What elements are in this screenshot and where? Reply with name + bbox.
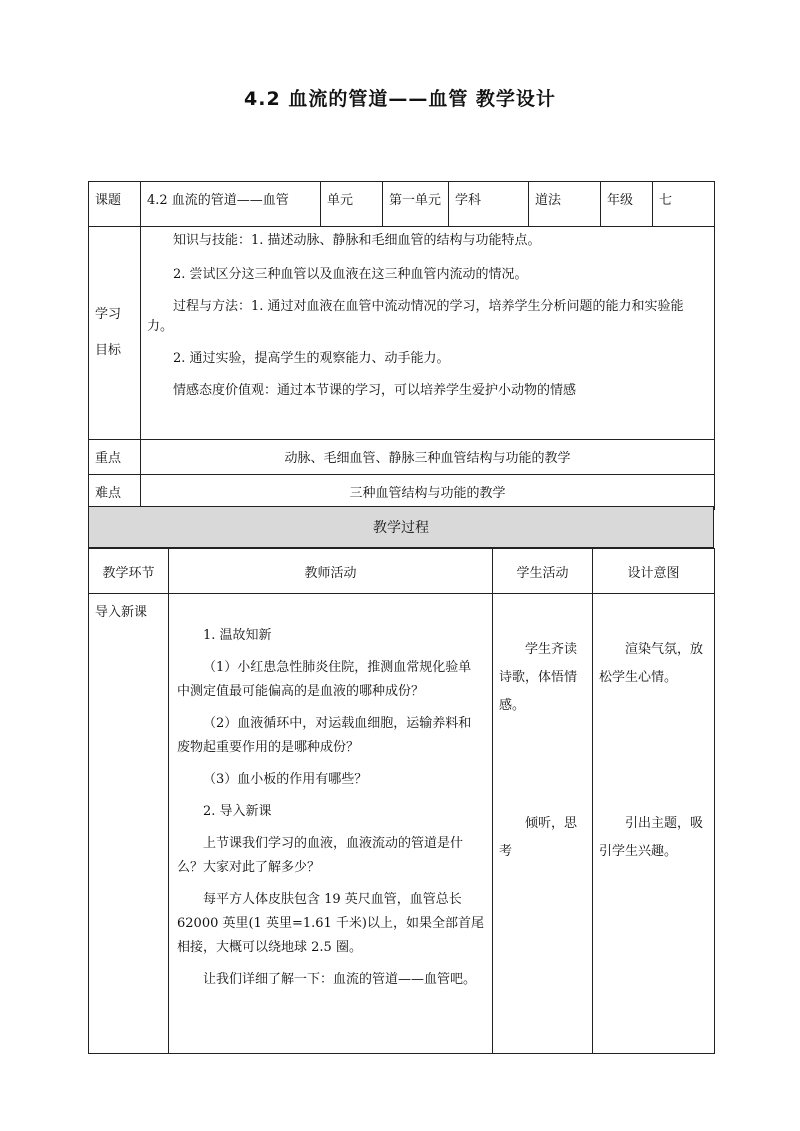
objectives-content xyxy=(141,227,715,440)
info-table xyxy=(88,181,715,510)
difficulty-row xyxy=(89,475,715,510)
student-activity xyxy=(493,594,593,1054)
label-unit: 单元 xyxy=(321,182,383,227)
col-stage: 教学环节 xyxy=(89,549,169,594)
objective-line: 知识与技能：1. 描述动脉、静脉和毛细血管的结构与功能特点。 xyxy=(173,233,541,248)
topic-value: 4.2 血流的管道——血管 xyxy=(141,182,321,227)
teacher-line: （1）小红患急性肺炎住院，推测血常规化验单中测定值最可能偏高的是血液的哪种成份？ xyxy=(177,660,472,699)
teacher-line: 每平方人体皮肤包含 19 英尺血管，血管总长 62000 英里(1 英里=1.61 千米)以上，如果全部首尾相接，大概可以绕地球 2.5 圈。 xyxy=(177,892,485,955)
intent-line: 引出主题，吸引学生兴趣。 xyxy=(599,816,704,859)
student-line: 学生齐读诗歌，体悟情感。 xyxy=(499,642,578,713)
label-grade: 年级 xyxy=(601,182,653,227)
label-subject: 学科 xyxy=(449,182,529,227)
process-column-headers xyxy=(89,549,715,594)
key-point-label: 重点 xyxy=(89,440,141,475)
teacher-activity xyxy=(169,594,493,1054)
student-line: 倾听，思考 xyxy=(499,816,578,859)
objective-line: 过程与方法：1. 通过对血液在血管中流动情况的学习，培养学生分析问题的能力和实验能力。 xyxy=(147,299,684,334)
design-intent xyxy=(593,594,715,1054)
label-topic: 课题 xyxy=(89,182,141,227)
teacher-line: 让我们详细了解一下：血流的管道——血管吧。 xyxy=(203,972,477,987)
subject-value: 道法 xyxy=(529,182,601,227)
unit-value: 第一单元 xyxy=(383,182,449,227)
difficulty-text: 三种血管结构与功能的教学 xyxy=(141,475,715,510)
stage-cell: 导入新课 xyxy=(89,594,169,1054)
process-header-table xyxy=(88,506,714,548)
key-point-row xyxy=(89,440,715,475)
teacher-line: 上节课我们学习的血液，血液流动的管道是什么？大家对此了解多少？ xyxy=(177,836,464,875)
teacher-line: （2）血液循环中，对运载血细胞，运输养料和废物起重要作用的是哪种成份？ xyxy=(177,716,472,755)
objective-line: 2. 尝试区分这三种血管以及血液在这三种血管内流动的情况。 xyxy=(173,267,528,282)
process-header-row xyxy=(89,507,714,548)
process-row-intro xyxy=(89,594,715,1054)
difficulty-label: 难点 xyxy=(89,475,141,510)
grade-value: 七 xyxy=(653,182,715,227)
info-row xyxy=(89,182,715,227)
col-teacher: 教师活动 xyxy=(169,549,493,594)
objectives-row xyxy=(89,227,715,440)
key-point-text: 动脉、毛细血管、静脉三种血管结构与功能的教学 xyxy=(141,440,715,475)
teacher-line: 1. 温故知新 xyxy=(203,628,272,643)
objective-line: 情感态度价值观：通过本节课的学习，可以培养学生爱护小动物的情感 xyxy=(173,383,577,398)
teacher-line: 2. 导入新课 xyxy=(203,804,272,819)
objective-line: 2. 通过实验，提高学生的观察能力、动手能力。 xyxy=(173,351,450,366)
process-table xyxy=(88,548,715,1054)
process-header: 教学过程 xyxy=(89,507,714,548)
col-student: 学生活动 xyxy=(493,549,593,594)
page-title: 4.2 血流的管道——血管 教学设计 xyxy=(244,88,556,110)
intent-line: 渲染气氛，放松学生心情。 xyxy=(599,642,704,685)
teacher-line: （3）血小板的作用有哪些？ xyxy=(203,772,368,787)
objectives-label: 学习 目标 xyxy=(89,227,141,440)
col-intent: 设计意图 xyxy=(593,549,715,594)
